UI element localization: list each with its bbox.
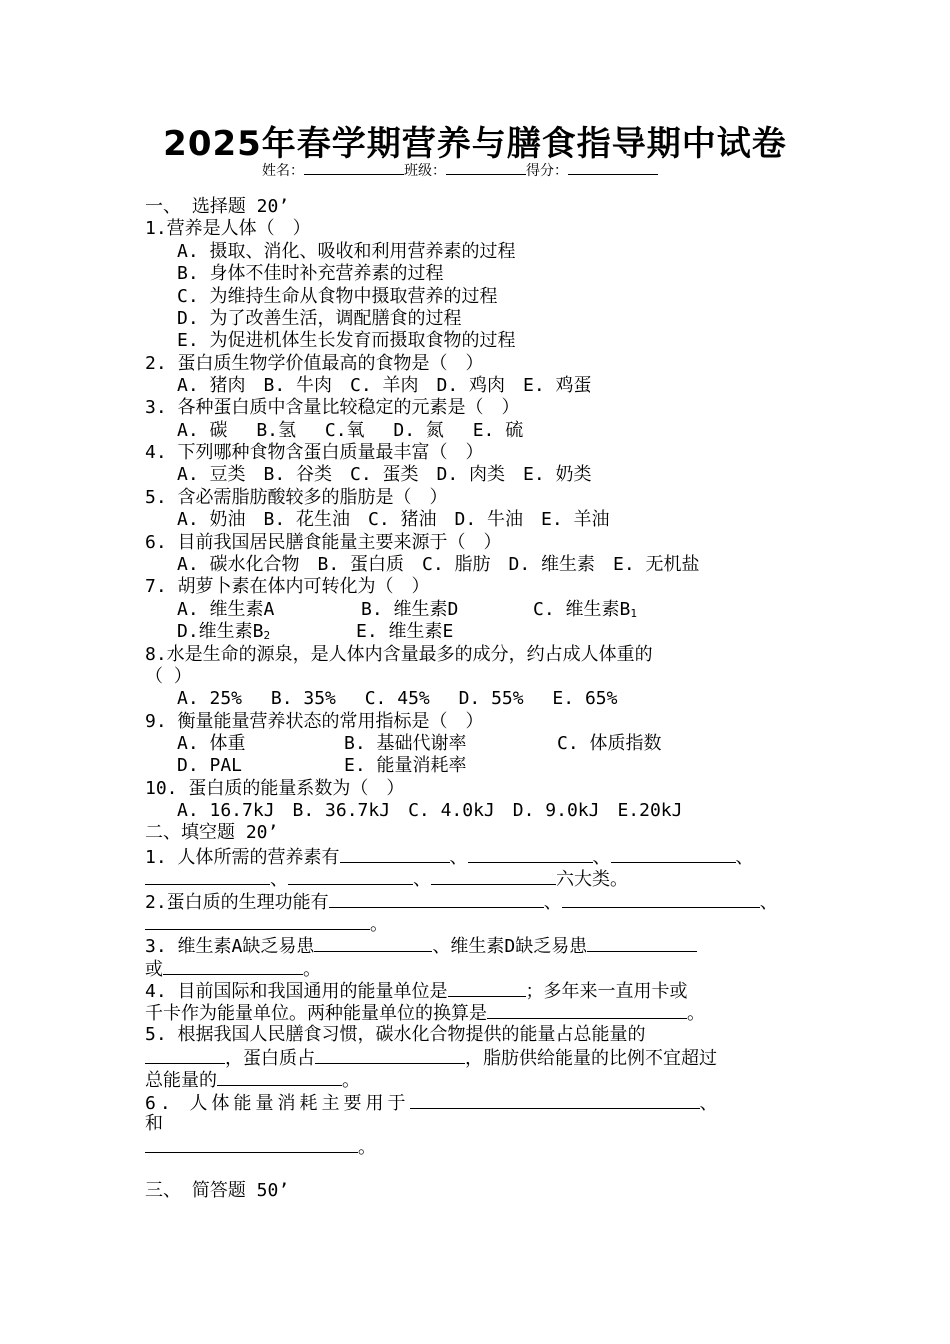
fill-3-text-b: 、维生素D缺乏易患 [432,936,588,957]
fill-3-blank-2[interactable] [587,934,697,952]
separator: 、 [759,892,778,913]
separator: 、 [449,847,468,868]
separator: 、 [699,1093,722,1114]
fill-2-end: 。 [370,914,388,935]
fill-4-line1 [145,979,688,1003]
q1-option-a: A. 摄取、消化、吸收和利用营养素的过程 [177,241,516,262]
fill-6-blank-1[interactable] [410,1091,700,1109]
q7-option-c-text: C. 维生素B [533,599,631,620]
question-9: 9. 衡量能量营养状态的常用指标是（ ） [145,711,484,732]
question-2: 2. 蛋白质生物学价值最高的食物是（ ） [145,353,484,374]
q3-options: A. 碳 B.氢 C.氧 D. 氮 E. 硫 [177,420,524,441]
fill-2-blank-3[interactable] [145,912,370,930]
fill-5-text-d: 总能量的 [145,1070,217,1091]
score-blank[interactable] [568,161,658,175]
class-label: 班级： [404,163,446,179]
fill-1-line1 [145,845,754,869]
q4-options: A. 豆类 B. 谷类 C. 蛋类 D. 肉类 E. 奶类 [177,464,592,485]
separator: 、 [413,869,431,890]
fill-3-blank-3[interactable] [163,957,303,975]
question-1: 1.营养是人体（ ） [145,218,311,239]
q2-options: A. 猪肉 B. 牛肉 C. 羊肉 D. 鸡肉 E. 鸡蛋 [177,375,592,396]
q7-option-a: A. 维生素A [177,599,275,620]
fill-1-blank-1[interactable] [340,845,450,863]
class-blank[interactable] [446,161,526,175]
fill-3-line1 [145,934,697,958]
question-7: 7. 胡萝卜素在体内可转化为（ ） [145,576,430,597]
fill-4-end: 。 [687,1003,705,1024]
fill-3-line2 [145,957,321,981]
fill-4-text-a: 4. 目前国际和我国通用的能量单位是 [145,981,448,1002]
q8-options: A. 25% B. 35% C. 45% D. 55% E. 65% [177,688,618,709]
q7-option-b: B. 维生素D [361,599,459,620]
section2-heading: 二、填空题 20’ [145,822,279,843]
fill-1-text: 1. 人体所需的营养素有 [145,847,340,868]
section1-heading: 一、 选择题 20’ [145,196,290,217]
fill-4-text-c: 千卡作为能量单位。两种能量单位的换算是 [145,1003,487,1024]
fill-5-text-c: ，脂肪供给能量的比例不宜超过 [465,1048,717,1069]
name-label: 姓名： [262,163,304,179]
q1-option-b: B. 身体不佳时补充营养素的过程 [177,263,444,284]
fill-3-end: 。 [303,959,321,980]
fill-5-text-b: ，蛋白质占 [225,1048,315,1069]
fill-1-blank-4[interactable] [145,867,270,885]
fill-1-blank-3[interactable] [611,845,736,863]
section3-heading: 三、 简答题 50’ [145,1180,290,1201]
q9-option-c: C. 体质指数 [557,733,662,754]
q9-option-e: E. 能量消耗率 [344,755,467,776]
q5-options: A. 奶油 B. 花生油 C. 猪油 D. 牛油 E. 羊油 [177,509,610,530]
fill-3-text-c: 或 [145,959,163,980]
q1-option-c: C. 为维持生命从食物中摄取营养的过程 [177,286,498,307]
question-3: 3. 各种蛋白质中含量比较稳定的元素是（ ） [145,397,520,418]
fill-2-blank-2[interactable] [562,890,760,908]
q1-option-d: D. 为了改善生活，调配膳食的过程 [177,308,462,329]
fill-1-blank-5[interactable] [288,867,413,885]
fill-5-blank-3[interactable] [217,1068,342,1086]
fill-1-blank-2[interactable] [468,845,593,863]
q7-option-e: E. 维生素E [356,621,454,642]
fill-2-line2 [145,912,388,936]
score-label: 得分： [526,163,568,179]
q9-option-d: D. PAL [177,755,243,776]
fill-5-blank-2[interactable] [315,1046,465,1064]
fill-5-line2 [145,1046,717,1070]
q9-option-b: B. 基础代谢率 [344,733,467,754]
fill-3-text-a: 3. 维生素A缺乏易患 [145,936,315,957]
fill-1-blank-6[interactable] [431,867,556,885]
q7-option-c-sub: 1 [630,607,637,620]
q7-option-d-text: D.维生素B [177,621,264,642]
fill-3-blank-1[interactable] [314,934,432,952]
fill-6-line2: 和 [145,1113,163,1134]
fill-2-blank-1[interactable] [329,890,544,908]
separator: 、 [270,869,288,890]
q8-paren: （ ） [145,666,192,687]
question-5: 5. 含必需脂肪酸较多的脂肪是（ ） [145,487,448,508]
q7-option-c [533,599,637,625]
separator: 、 [592,847,611,868]
separator: 、 [543,892,562,913]
fill-6-blank-2[interactable] [145,1135,358,1153]
q1-option-e: E. 为促进机体生长发育而摄取食物的过程 [177,330,516,351]
fill-4-blank-1[interactable] [448,979,526,997]
fill-6-line1 [145,1091,722,1115]
fill-4-text-b: ；多年来一直用卡或 [525,981,688,1002]
separator: 、 [735,847,754,868]
fill-5-blank-1[interactable] [145,1046,225,1064]
fill-2-text: 2.蛋白质的生理功能有 [145,892,329,913]
fill-1-line2 [145,867,628,891]
q6-options: A. 碳水化合物 B. 蛋白质 C. 脂肪 D. 维生素 E. 无机盐 [177,554,700,575]
exam-title: 2025年春学期营养与膳食指导期中试卷 [163,124,787,164]
question-10: 10. 蛋白质的能量系数为（ ） [145,778,405,799]
fill-2-line1 [145,890,778,914]
q10-options: A. 16.7kJ B. 36.7kJ C. 4.0kJ D. 9.0kJ E.20kJ [177,800,683,821]
fill-5-line1: 5. 根据我国人民膳食习惯，碳水化合物提供的能量占总能量的 [145,1024,646,1045]
q7-option-d-sub: 2 [263,629,271,642]
fill-1-end: 六大类。 [556,869,628,890]
fill-4-line2 [145,1001,705,1025]
student-info [262,161,658,180]
question-6: 6. 目前我国居民膳食能量主要来源于（ ） [145,532,502,553]
fill-6-end: 。 [358,1137,376,1158]
fill-5-line3 [145,1068,360,1092]
fill-5-end: 。 [342,1070,360,1091]
question-4: 4. 下列哪种食物含蛋白质量最丰富（ ） [145,442,484,463]
question-8: 8.水是生命的源泉，是人体内含量最多的成分，约占成人体重的 [145,644,653,665]
name-blank[interactable] [304,161,404,175]
fill-6-text-a: 6. 人体能量消耗主要用于 [145,1093,410,1114]
fill-6-line3 [145,1135,376,1159]
fill-4-blank-2[interactable] [487,1001,687,1019]
q9-option-a: A. 体重 [177,733,246,754]
